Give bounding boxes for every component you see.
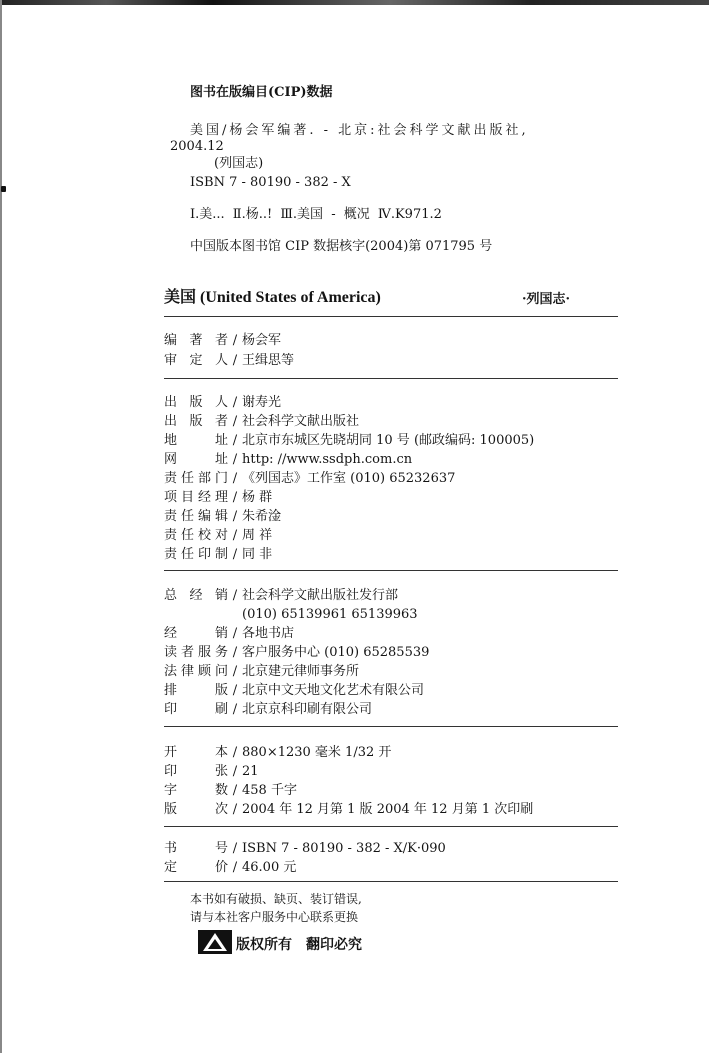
copyright-notice: 版权所有 翻印必究 — [236, 937, 362, 953]
info-row: 书 号 / ISBN 7 - 80190 - 382 - X/K·090 — [164, 841, 446, 856]
distribution-phones: (010) 65139961 65139963 — [242, 607, 418, 622]
info-row: 定 价 / 46.00 元 — [164, 860, 297, 875]
publisher-logo-icon — [198, 930, 232, 954]
divider — [164, 726, 618, 727]
info-row: 读者服务 / 客户服务中心 (010) 65285539 — [164, 645, 430, 660]
notice-line-1: 本书如有破损、缺页、装订错误, — [190, 892, 362, 906]
cip-line-6: 中国版本图书馆 CIP 数据核字(2004)第 071795 号 — [190, 239, 493, 254]
info-row: 经 销 / 各地书店 — [164, 626, 295, 641]
info-row: 地 址 / 北京市东城区先晓胡同 10 号 (邮政编码: 100005) — [164, 433, 535, 448]
scan-edge-left — [0, 0, 2, 1053]
info-row: 审 定 人 / 王缉思等 — [164, 353, 295, 368]
cip-line-2: 2004.12 — [170, 139, 224, 154]
divider — [164, 570, 618, 571]
series-name: ·列国志· — [522, 292, 571, 307]
info-row: 责任编辑 / 朱希淦 — [164, 509, 282, 524]
info-row: 网 址 / http: //www.ssdph.com.cn — [164, 452, 413, 467]
info-row: 总 经 销 / 社会科学文献出版社发行部 — [164, 588, 399, 603]
info-row: 印 刷 / 北京京科印刷有限公司 — [164, 702, 373, 717]
info-row: 项目经理 / 杨 群 — [164, 490, 273, 505]
scan-edge-top — [0, 0, 709, 5]
cip-line-3: (列国志) — [214, 156, 264, 171]
info-row: 开 本 / 880×1230 毫米 1/32 开 — [164, 745, 392, 760]
info-row: 法律顾问 / 北京建元律师事务所 — [164, 664, 360, 679]
book-title: 美国 (United States of America) — [164, 289, 381, 306]
info-row: 排 版 / 北京中文天地文化艺术有限公司 — [164, 683, 425, 698]
info-row: 责任部门 / 《列国志》工作室 (010) 65232637 — [164, 471, 456, 486]
info-row: 出 版 人 / 谢寿光 — [164, 395, 282, 410]
cip-line-1: 美国/杨会军编著. - 北京:社会科学文献出版社, — [190, 123, 529, 138]
info-row: 版 次 / 2004 年 12 月第 1 版 2004 年 12 月第 1 次印刷 — [164, 802, 534, 817]
divider — [164, 316, 618, 317]
cip-line-5: Ⅰ.美... Ⅱ.杨..! Ⅲ.美国 - 概况 Ⅳ.K971.2 — [190, 207, 442, 222]
info-row: 责任校对 / 周 祥 — [164, 528, 273, 543]
divider — [164, 881, 618, 882]
cip-line-4: ISBN 7 - 80190 - 382 - X — [190, 175, 351, 190]
info-row: 编 著 者 / 杨会军 — [164, 333, 282, 348]
info-row: 字 数 / 458 千字 — [164, 783, 297, 798]
divider — [164, 378, 618, 379]
scan-speck — [1, 186, 6, 192]
info-row: 印 张 / 21 — [164, 764, 259, 779]
cip-heading: 图书在版编目(CIP)数据 — [190, 85, 333, 100]
info-row: 责任印制 / 同 非 — [164, 547, 273, 562]
info-row: 出 版 者 / 社会科学文献出版社 — [164, 414, 360, 429]
divider — [164, 826, 618, 827]
notice-line-2: 请与本社客户服务中心联系更换 — [190, 910, 359, 924]
